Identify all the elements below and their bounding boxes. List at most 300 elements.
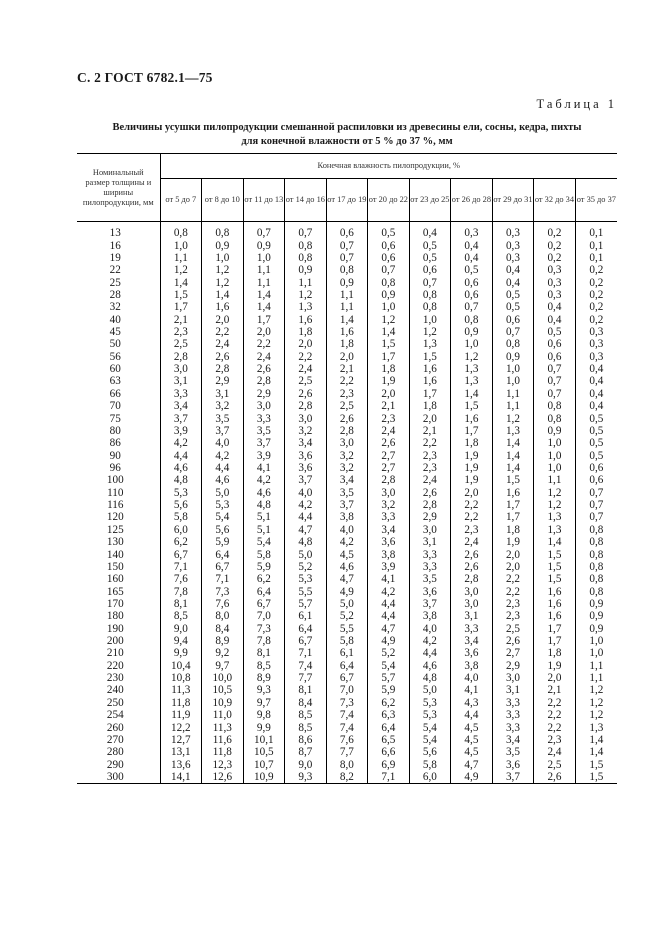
shrinkage-value-cell: 2,2 [326, 375, 368, 387]
size-cell: 32 [77, 301, 160, 313]
shrinkage-value-cell: 4,9 [368, 635, 410, 647]
shrinkage-value-cell: 1,5 [368, 338, 410, 350]
moisture-column-header: от 32 до 34 [534, 179, 576, 222]
shrinkage-value-cell: 1,3 [492, 425, 534, 437]
moisture-column-header: от 26 до 28 [451, 179, 493, 222]
shrinkage-value-cell: 7,1 [173, 560, 188, 573]
shrinkage-value-cell: 1,1 [492, 388, 534, 400]
shrinkage-value-cell: 8,5 [173, 610, 188, 623]
shrinkage-value-cell: 5,1 [243, 524, 285, 536]
shrinkage-value-cell: 3,6 [492, 758, 534, 770]
shrinkage-value-cell: 4,6 [243, 487, 285, 499]
shrinkage-value-cell: 5,1 [243, 511, 285, 523]
shrinkage-value-cell: 4,2 [202, 449, 244, 461]
shrinkage-value-cell: 2,8 [451, 573, 493, 585]
shrinkage-value-cell: 1,4 [534, 536, 576, 548]
shrinkage-value-cell: 4,2 [368, 585, 410, 597]
shrinkage-value-cell: 1,2 [575, 709, 617, 721]
shrinkage-value-cell: 3,5 [326, 487, 368, 499]
shrinkage-value-cell: 0,8 [368, 276, 410, 288]
shrinkage-value-cell: 2,8 [326, 425, 368, 437]
shrinkage-value-cell: 0,8 [173, 227, 188, 240]
shrinkage-value-cell: 0,7 [575, 511, 617, 523]
shrinkage-value-cell: 8,5 [243, 660, 285, 672]
table-row [77, 721, 617, 733]
shrinkage-value-cell: 3,8 [451, 660, 493, 672]
shrinkage-value-cell: 8,2 [326, 771, 368, 784]
shrinkage-value-cell: 3,9 [243, 449, 285, 461]
moisture-group-header: Конечная влажность пилопродукции, % [160, 154, 617, 179]
shrinkage-value-cell: 0,6 [534, 351, 576, 363]
shrinkage-value-cell: 1,8 [285, 326, 327, 338]
shrinkage-value-cell: 1,5 [409, 351, 451, 363]
shrinkage-value-cell: 1,5 [575, 771, 617, 784]
size-cell: 300 [77, 771, 160, 784]
shrinkage-value-cell: 4,4 [368, 610, 410, 622]
shrinkage-value-cell: 4,8 [173, 474, 188, 487]
shrinkage-value-cell: 0,3 [575, 326, 617, 338]
shrinkage-value-cell: 7,7 [285, 672, 327, 684]
size-cell: 70 [77, 400, 160, 412]
table-row [77, 709, 617, 721]
shrinkage-value-cell: 5,3 [409, 697, 451, 709]
shrinkage-value-cell: 2,8 [243, 375, 285, 387]
shrinkage-value-cell: 3,2 [326, 462, 368, 474]
shrinkage-value-cell: 8,9 [202, 635, 244, 647]
shrinkage-value-cell: 2,6 [451, 548, 493, 560]
shrinkage-value-cell: 2,6 [285, 388, 327, 400]
shrinkage-value-cell: 5,6 [173, 499, 188, 512]
shrinkage-value-cell: 3,7 [326, 499, 368, 511]
table-row [77, 276, 617, 288]
shrinkage-value-cell: 1,4 [575, 746, 617, 758]
shrinkage-value-cell: 0,8 [575, 524, 617, 536]
shrinkage-value-cell: 5,9 [202, 536, 244, 548]
shrinkage-value-cell: 4,7 [326, 573, 368, 585]
size-cell: 260 [77, 721, 160, 733]
table-row [77, 400, 617, 412]
shrinkage-value-cell: 4,3 [451, 697, 493, 709]
table-row [77, 660, 617, 672]
shrinkage-value-cell: 4,4 [202, 462, 244, 474]
table-label: Таблица 1 [536, 97, 617, 111]
shrinkage-value-cell: 4,2 [173, 437, 188, 450]
size-cell: 180 [77, 610, 160, 622]
table-row [77, 536, 617, 548]
shrinkage-value-cell: 1,6 [534, 598, 576, 610]
shrinkage-value-cell: 2,5 [285, 375, 327, 387]
size-cell: 230 [77, 672, 160, 684]
shrinkage-value-cell: 3,6 [285, 462, 327, 474]
shrinkage-value-cell: 5,4 [368, 660, 410, 672]
shrinkage-value-cell: 3,3 [243, 412, 285, 424]
shrinkage-value-cell: 1,7 [451, 425, 493, 437]
shrinkage-value-cell: 1,4 [492, 449, 534, 461]
shrinkage-value-cell: 3,8 [409, 610, 451, 622]
shrinkage-value-cell: 11,3 [202, 721, 244, 733]
shrinkage-value-cell: 0,9 [451, 326, 493, 338]
shrinkage-value-cell: 9,9 [173, 647, 188, 660]
size-cell: 28 [77, 289, 160, 301]
size-cell: 150 [77, 561, 160, 573]
shrinkage-value-cell: 6,7 [285, 635, 327, 647]
shrinkage-value-cell: 7,6 [326, 734, 368, 746]
shrinkage-value-cell: 3,0 [368, 487, 410, 499]
shrinkage-value-cell: 0,4 [534, 314, 576, 326]
table-row [77, 449, 617, 461]
shrinkage-value-cell: 5,8 [326, 635, 368, 647]
shrinkage-value-cell: 3,0 [285, 412, 327, 424]
shrinkage-value-cell: 0,2 [575, 301, 617, 313]
shrinkage-value-cell: 1,3 [451, 363, 493, 375]
shrinkage-value-cell: 2,9 [243, 388, 285, 400]
table-row [77, 635, 617, 647]
shrinkage-value-cell: 0,8 [575, 585, 617, 597]
shrinkage-value-cell: 0,9 [202, 239, 244, 251]
shrinkage-value-cell: 2,0 [202, 314, 244, 326]
shrinkage-value-cell: 0,7 [243, 222, 285, 240]
shrinkage-value-cell: 1,2 [451, 351, 493, 363]
shrinkage-value-cell: 8,7 [285, 746, 327, 758]
shrinkage-value-cell: 4,7 [451, 758, 493, 770]
shrinkage-value-cell: 1,5 [451, 400, 493, 412]
shrinkage-value-cell: 10,5 [243, 746, 285, 758]
shrinkage-value-cell: 7,3 [243, 623, 285, 635]
moisture-column-header: от 11 до 13 [243, 179, 285, 222]
shrinkage-value-cell: 3,1 [451, 610, 493, 622]
table-row [77, 610, 617, 622]
shrinkage-value-cell: 4,0 [202, 437, 244, 449]
shrinkage-value-cell: 9,2 [202, 647, 244, 659]
shrinkage-value-cell: 1,0 [368, 301, 410, 313]
table-row [77, 326, 617, 338]
shrinkage-value-cell: 1,8 [451, 437, 493, 449]
shrinkage-value-cell: 2,4 [202, 338, 244, 350]
shrinkage-value-cell: 0,7 [492, 326, 534, 338]
table-row [77, 734, 617, 746]
shrinkage-value-cell: 4,0 [451, 672, 493, 684]
shrinkage-value-cell: 2,4 [285, 363, 327, 375]
shrinkage-value-cell: 8,5 [285, 721, 327, 733]
shrinkage-value-cell: 0,3 [492, 252, 534, 264]
shrinkage-value-cell: 4,4 [451, 709, 493, 721]
shrinkage-value-cell: 6,7 [202, 561, 244, 573]
shrinkage-value-cell: 0,2 [575, 314, 617, 326]
moisture-column-header: от 35 до 37 [575, 179, 617, 222]
shrinkage-value-cell: 1,4 [173, 276, 188, 289]
shrinkage-value-cell: 1,6 [202, 301, 244, 313]
shrinkage-value-cell: 1,7 [409, 388, 451, 400]
shrinkage-value-cell: 10,5 [202, 684, 244, 696]
shrinkage-value-cell: 3,4 [173, 400, 188, 413]
shrinkage-value-cell: 6,0 [173, 523, 188, 536]
shrinkage-value-cell: 0,6 [326, 222, 368, 240]
shrinkage-value-cell: 4,0 [326, 524, 368, 536]
shrinkage-value-cell: 9,0 [285, 758, 327, 770]
shrinkage-value-cell: 3,3 [451, 623, 493, 635]
shrinkage-value-cell: 2,3 [451, 524, 493, 536]
shrinkage-value-cell: 8,9 [243, 672, 285, 684]
shrinkage-value-cell: 1,2 [492, 412, 534, 424]
shrinkage-value-cell: 0,4 [409, 222, 451, 240]
shrinkage-value-cell: 5,4 [243, 536, 285, 548]
shrinkage-value-cell: 11,3 [171, 684, 191, 697]
shrinkage-value-cell: 11,8 [202, 746, 244, 758]
shrinkage-value-cell: 2,4 [368, 425, 410, 437]
shrinkage-value-cell: 1,6 [534, 610, 576, 622]
shrinkage-value-cell: 9,7 [202, 660, 244, 672]
shrinkage-value-cell: 1,2 [575, 697, 617, 709]
shrinkage-value-cell: 2,2 [492, 573, 534, 585]
shrinkage-value-cell: 0,3 [575, 338, 617, 350]
shrinkage-value-cell: 0,9 [285, 264, 327, 276]
shrinkage-value-cell: 0,4 [492, 276, 534, 288]
shrinkage-value-cell: 6,1 [326, 647, 368, 659]
shrinkage-value-cell: 2,0 [534, 672, 576, 684]
shrinkage-value-cell: 3,7 [409, 598, 451, 610]
shrinkage-value-cell: 3,9 [173, 424, 188, 437]
shrinkage-value-cell: 0,6 [534, 338, 576, 350]
shrinkage-value-cell: 7,7 [326, 746, 368, 758]
shrinkage-value-cell: 6,6 [368, 746, 410, 758]
shrinkage-value-cell: 0,3 [534, 276, 576, 288]
table-row [77, 697, 617, 709]
shrinkage-value-cell: 3,1 [409, 536, 451, 548]
shrinkage-value-cell: 3,5 [409, 573, 451, 585]
shrinkage-value-cell: 1,4 [243, 289, 285, 301]
shrinkage-value-cell: 1,3 [534, 511, 576, 523]
table-caption [77, 121, 617, 149]
shrinkage-value-cell: 3,6 [285, 449, 327, 461]
shrinkage-value-cell: 0,8 [202, 222, 244, 240]
shrinkage-value-cell: 11,0 [202, 709, 244, 721]
shrinkage-value-cell: 6,9 [368, 758, 410, 770]
shrinkage-value-cell: 0,2 [534, 222, 576, 240]
shrinkage-value-cell: 7,8 [243, 635, 285, 647]
shrinkage-value-cell: 0,6 [451, 289, 493, 301]
shrinkage-value-cell: 3,7 [202, 425, 244, 437]
table-row [77, 462, 617, 474]
shrinkage-value-cell: 4,8 [243, 499, 285, 511]
shrinkage-value-cell: 1,2 [409, 326, 451, 338]
shrinkage-value-cell: 3,4 [285, 437, 327, 449]
shrinkage-value-cell: 0,1 [575, 252, 617, 264]
shrinkage-value-cell: 0,8 [285, 252, 327, 264]
shrinkage-value-cell: 1,1 [326, 289, 368, 301]
shrinkage-value-cell: 2,2 [534, 697, 576, 709]
shrinkage-value-cell: 4,9 [326, 585, 368, 597]
shrinkage-value-cell: 4,5 [451, 721, 493, 733]
shrinkage-value-cell: 3,4 [492, 734, 534, 746]
moisture-column-header: от 23 до 25 [409, 179, 451, 222]
shrinkage-value-cell: 6,2 [243, 573, 285, 585]
shrinkage-value-cell: 0,7 [534, 375, 576, 387]
shrinkage-value-cell: 0,9 [492, 351, 534, 363]
table-row [77, 375, 617, 387]
shrinkage-value-cell: 0,7 [534, 363, 576, 375]
shrinkage-value-cell: 5,4 [409, 721, 451, 733]
table-row [77, 301, 617, 313]
shrinkage-value-cell: 3,7 [492, 771, 534, 784]
size-cell: 290 [77, 758, 160, 770]
shrinkage-value-cell: 3,0 [173, 363, 188, 376]
shrinkage-value-cell: 2,7 [368, 449, 410, 461]
shrinkage-value-cell: 2,1 [534, 684, 576, 696]
shrinkage-value-cell: 1,7 [534, 635, 576, 647]
shrinkage-value-cell: 3,7 [243, 437, 285, 449]
shrinkage-value-cell: 6,4 [243, 585, 285, 597]
shrinkage-value-cell: 5,6 [202, 524, 244, 536]
shrinkage-value-cell: 9,3 [243, 684, 285, 696]
shrinkage-value-cell: 1,4 [243, 301, 285, 313]
shrinkage-value-cell: 7,4 [285, 660, 327, 672]
shrinkage-value-cell: 4,2 [409, 635, 451, 647]
shrinkage-value-cell: 1,1 [492, 400, 534, 412]
shrinkage-value-cell: 1,1 [326, 301, 368, 313]
shrinkage-value-cell: 1,0 [492, 363, 534, 375]
shrinkage-value-cell: 2,3 [409, 462, 451, 474]
shrinkage-value-cell: 0,8 [285, 239, 327, 251]
shrinkage-value-cell: 0,8 [575, 548, 617, 560]
shrinkage-value-cell: 0,8 [575, 561, 617, 573]
shrinkage-value-cell: 1,2 [202, 276, 244, 288]
shrinkage-value-cell: 1,0 [492, 375, 534, 387]
table-row [77, 338, 617, 350]
table-row [77, 771, 617, 784]
shrinkage-value-cell: 3,5 [243, 425, 285, 437]
shrinkage-value-cell: 5,6 [409, 746, 451, 758]
shrinkage-value-cell: 0,9 [326, 276, 368, 288]
shrinkage-value-cell: 0,4 [575, 363, 617, 375]
table-row [77, 437, 617, 449]
shrinkage-value-cell: 2,2 [534, 721, 576, 733]
shrinkage-value-cell: 5,2 [326, 610, 368, 622]
shrinkage-value-cell: 12,7 [171, 733, 191, 746]
shrinkage-value-cell: 2,6 [368, 437, 410, 449]
moisture-column-header: от 17 до 19 [326, 179, 368, 222]
shrinkage-value-cell: 5,3 [285, 573, 327, 585]
shrinkage-value-cell: 4,4 [409, 647, 451, 659]
shrinkage-value-cell: 2,9 [492, 660, 534, 672]
shrinkage-value-cell: 2,6 [243, 363, 285, 375]
shrinkage-value-cell: 4,5 [326, 548, 368, 560]
shrinkage-value-cell: 2,0 [368, 388, 410, 400]
shrinkage-value-cell: 5,4 [409, 734, 451, 746]
page-header: С. 2 ГОСТ 6782.1—75 [77, 70, 213, 85]
shrinkage-value-cell: 2,3 [534, 734, 576, 746]
shrinkage-value-cell: 2,2 [243, 338, 285, 350]
table-row [77, 623, 617, 635]
shrinkage-value-cell: 9,4 [173, 635, 188, 648]
table-row [77, 314, 617, 326]
shrinkage-value-cell: 0,6 [575, 474, 617, 486]
shrinkage-value-cell: 0,6 [492, 314, 534, 326]
shrinkage-value-cell: 4,8 [285, 536, 327, 548]
shrinkage-value-cell: 2,3 [409, 449, 451, 461]
shrinkage-value-cell: 7,1 [202, 573, 244, 585]
shrinkage-value-cell: 14,1 [171, 770, 191, 783]
shrinkage-value-cell: 4,7 [285, 524, 327, 536]
shrinkage-value-cell: 0,8 [451, 314, 493, 326]
shrinkage-value-cell: 1,8 [492, 524, 534, 536]
shrinkage-value-cell: 1,1 [285, 276, 327, 288]
shrinkage-value-cell: 1,7 [243, 314, 285, 326]
shrinkage-value-cell: 1,5 [534, 548, 576, 560]
shrinkage-value-cell: 6,7 [326, 672, 368, 684]
size-cell: 25 [77, 276, 160, 288]
shrinkage-value-cell: 8,4 [285, 697, 327, 709]
shrinkage-value-cell: 0,8 [409, 289, 451, 301]
shrinkage-value-cell: 9,9 [243, 721, 285, 733]
size-column-header: Номинальный размер толщины и ширины пилопродукции, мм [77, 154, 160, 222]
shrinkage-value-cell: 3,1 [492, 684, 534, 696]
shrinkage-value-cell: 3,0 [492, 672, 534, 684]
shrinkage-value-cell: 0,9 [575, 610, 617, 622]
shrinkage-value-cell: 5,5 [285, 585, 327, 597]
shrinkage-value-cell: 1,9 [451, 462, 493, 474]
shrinkage-value-cell: 1,2 [202, 264, 244, 276]
shrinkage-value-cell: 3,0 [243, 400, 285, 412]
shrinkage-value-cell: 2,3 [368, 412, 410, 424]
shrinkage-value-cell: 3,7 [173, 412, 188, 425]
table-row [77, 351, 617, 363]
shrinkage-value-cell: 2,2 [534, 709, 576, 721]
shrinkage-value-cell: 4,4 [173, 449, 188, 462]
shrinkage-value-cell: 2,8 [173, 350, 188, 363]
size-cell: 63 [77, 375, 160, 387]
shrinkage-value-cell: 4,6 [202, 474, 244, 486]
shrinkage-value-cell: 5,0 [409, 684, 451, 696]
shrinkage-value-cell: 1,3 [451, 375, 493, 387]
size-cell: 100 [77, 474, 160, 486]
shrinkage-value-cell: 6,2 [173, 536, 188, 549]
size-cell: 66 [77, 388, 160, 400]
shrinkage-value-cell: 4,1 [243, 462, 285, 474]
table-row [77, 487, 617, 499]
shrinkage-value-cell: 2,5 [534, 758, 576, 770]
shrinkage-value-cell: 4,2 [243, 474, 285, 486]
shrinkage-value-cell: 4,4 [368, 598, 410, 610]
shrinkage-value-cell: 1,4 [368, 326, 410, 338]
shrinkage-value-cell: 3,3 [492, 721, 534, 733]
shrinkage-value-cell: 7,4 [326, 709, 368, 721]
shrinkage-value-cell: 2,7 [492, 647, 534, 659]
size-cell: 140 [77, 548, 160, 560]
shrinkage-value-cell: 0,5 [368, 222, 410, 240]
shrinkage-value-cell: 3,1 [173, 375, 188, 388]
shrinkage-value-cell: 2,7 [368, 462, 410, 474]
shrinkage-value-cell: 0,2 [575, 276, 617, 288]
shrinkage-value-cell: 1,7 [492, 499, 534, 511]
shrinkage-value-cell: 2,0 [492, 561, 534, 573]
shrinkage-value-cell: 1,5 [173, 288, 188, 301]
shrinkage-value-cell: 1,3 [409, 338, 451, 350]
shrinkage-value-cell: 0,8 [575, 536, 617, 548]
shrinkage-value-cell: 5,3 [202, 499, 244, 511]
shrinkage-value-cell: 1,2 [534, 499, 576, 511]
size-cell: 125 [77, 524, 160, 536]
shrinkage-value-cell: 0,8 [534, 400, 576, 412]
shrinkage-value-cell: 3,6 [451, 647, 493, 659]
shrinkage-value-cell: 5,7 [368, 672, 410, 684]
shrinkage-value-cell: 2,8 [285, 400, 327, 412]
moisture-column-header: от 5 до 7 [160, 179, 202, 222]
shrinkage-value-cell: 2,3 [173, 326, 188, 339]
shrinkage-value-cell: 2,3 [492, 610, 534, 622]
shrinkage-value-cell: 1,9 [451, 474, 493, 486]
shrinkage-value-cell: 2,4 [409, 474, 451, 486]
shrinkage-value-cell: 1,9 [451, 449, 493, 461]
